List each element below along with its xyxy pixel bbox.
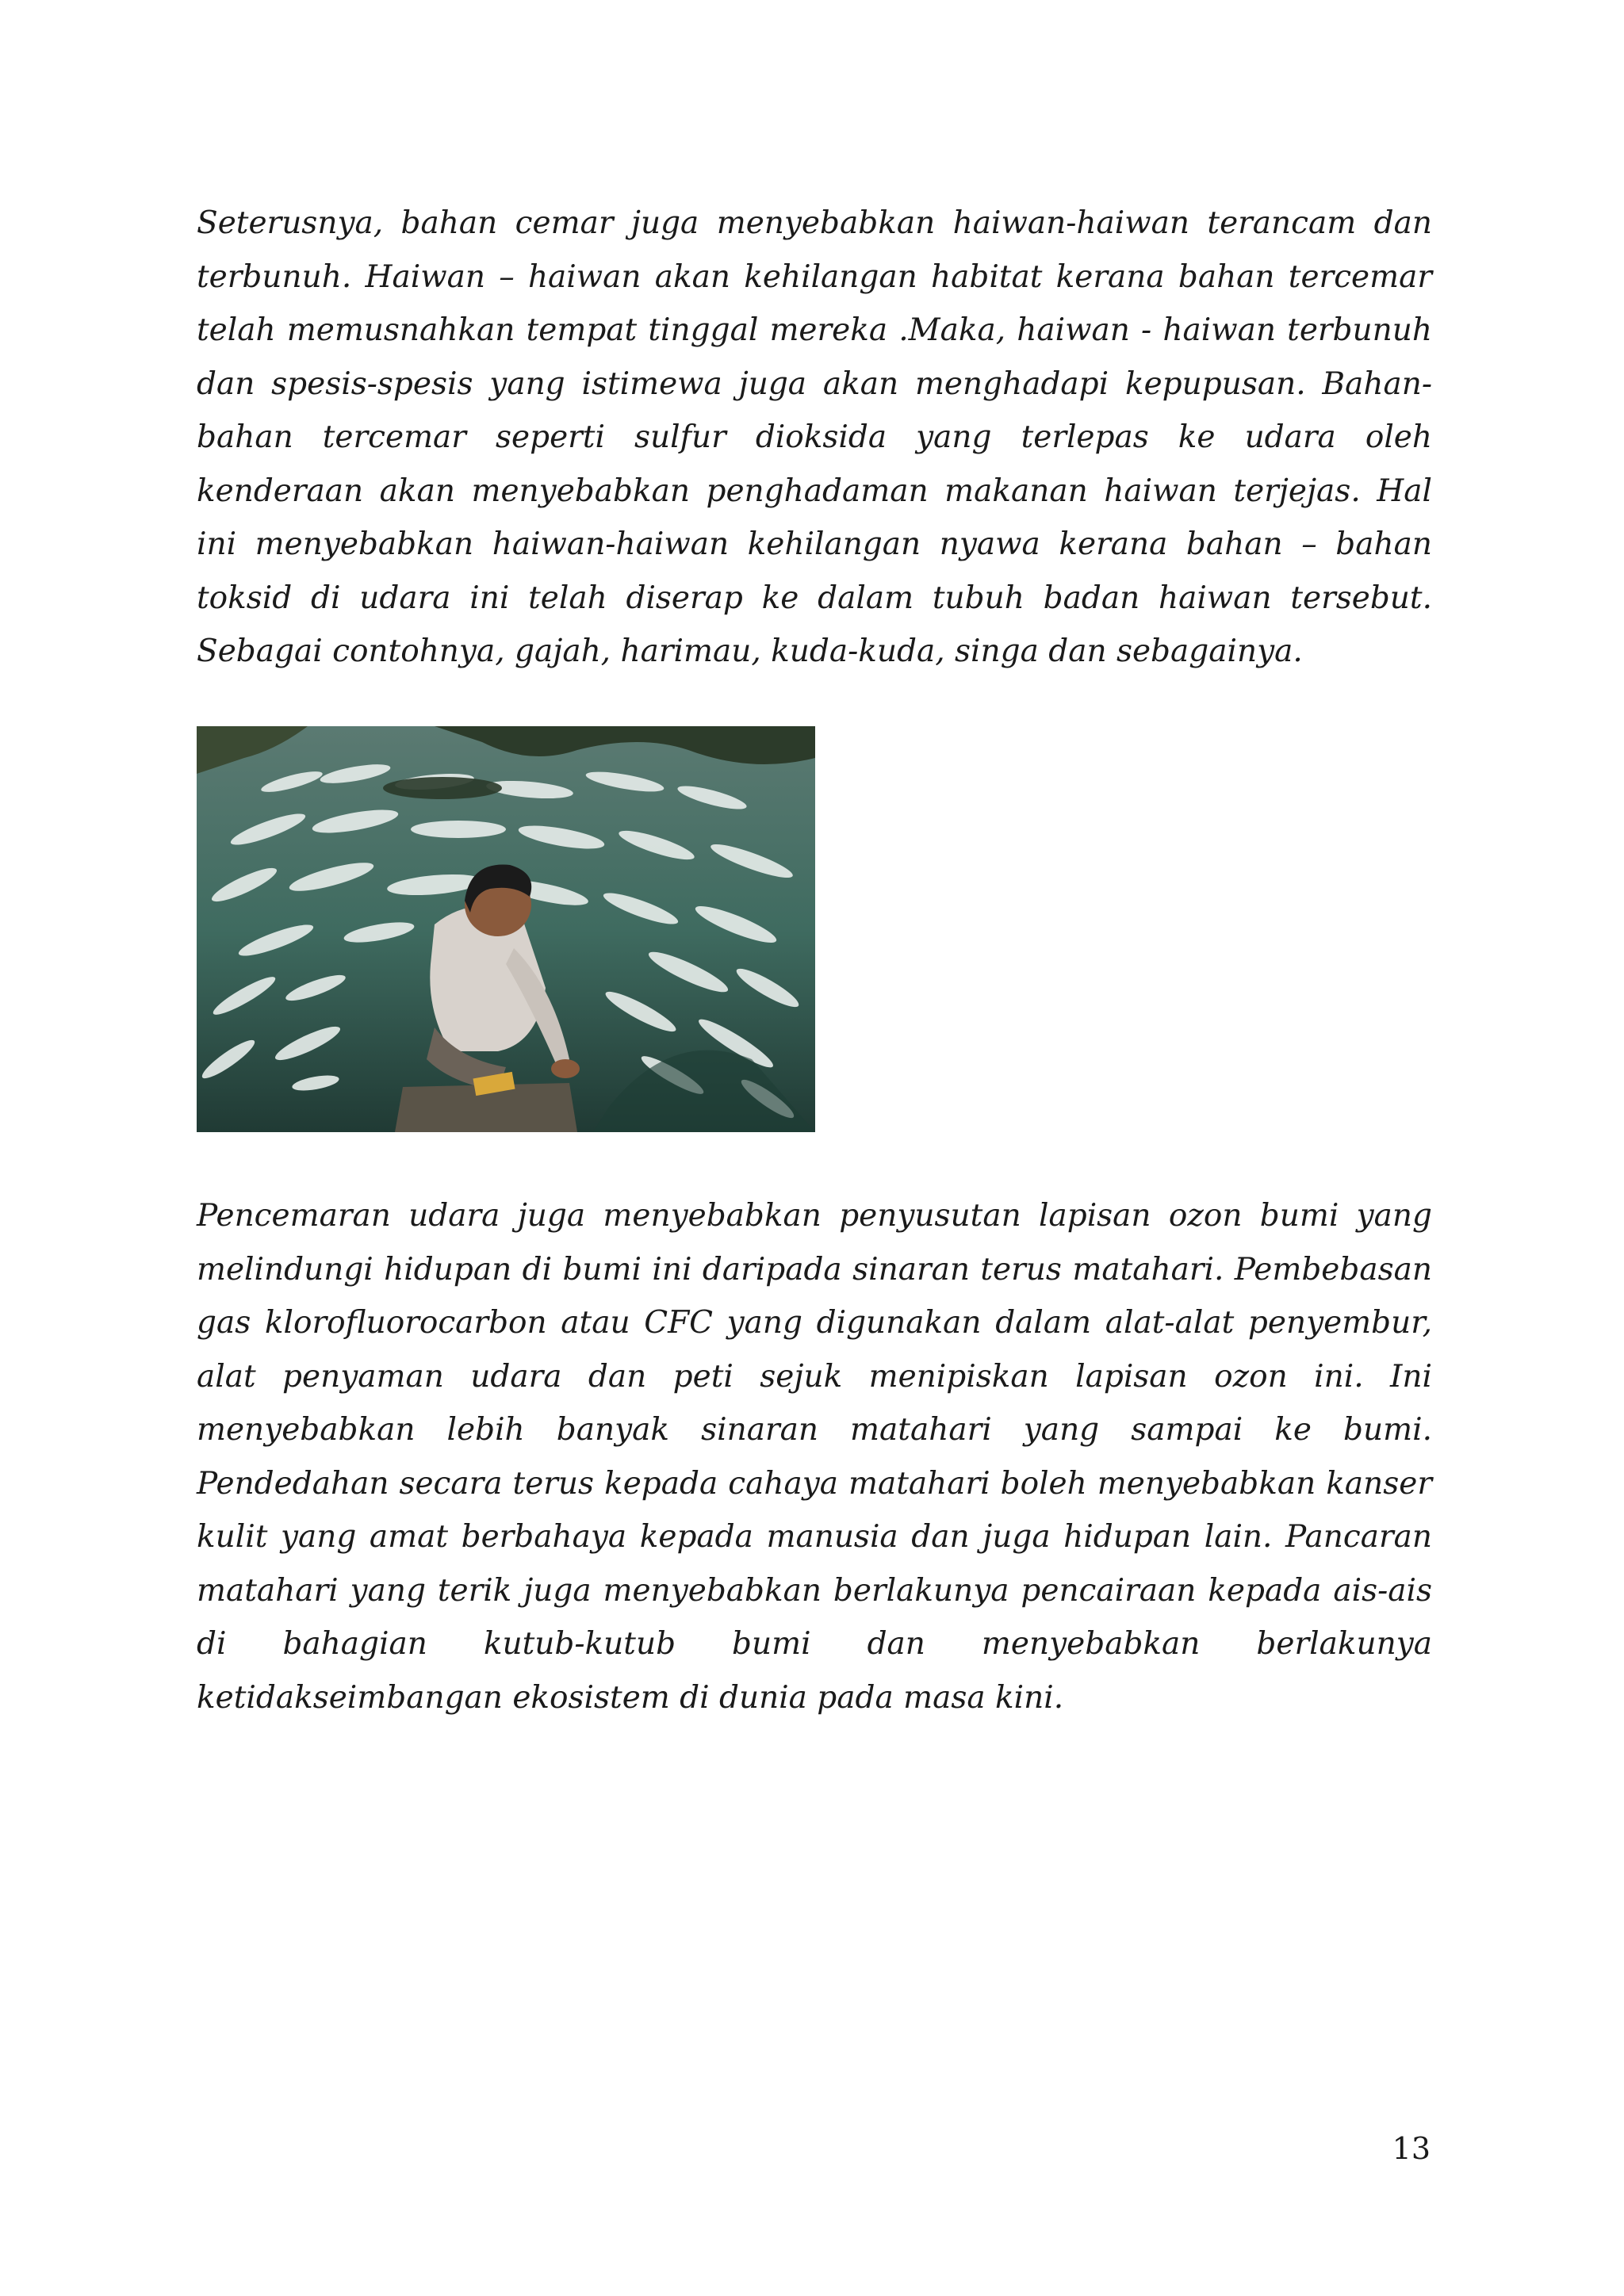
paragraph-ozon-depletion: Pencemaran udara juga menyebabkan penyusutan lapisan ozon bumi yang melindungi hidupan di bumi ini daripada sinaran terus matahari. Pembebasan gas klorofluorocarbon atau CFC yang digunakan dalam alat-alat penyembur, alat penyaman udara dan peti sejuk menipiskan lapisan ozon ini. Ini menyebabkan lebih banyak sinaran matahari yang sampai ke bumi. Pendedahan secara terus kepada cahaya matahari boleh menyebabkan kanser kulit yang amat berbahaya kepada manusia dan juga hidupan lain. Pancaran matahari yang terik juga menyebabkan berlakunya pencairaan kepada ais-ais di bahagian kutub-kutub bumi dan menyebabkan berlakunya ketidakseimbangan ekosistem di dunia pada masa kini. xyxy=(197,1198,1432,1716)
page-number: 13 xyxy=(1392,2131,1431,2166)
photo-dead-fish-river xyxy=(197,726,815,1132)
paragraph-animals-threatened: Seterusnya, bahan cemar juga menyebabkan haiwan-haiwan terancam dan terbunuh. Haiwan – haiwan akan kehilangan habitat kerana bahan tercemar telah memusnahkan tempat tinggal mereka .Maka, haiwan - haiwan terbunuh dan spesis-spesis yang istimewa juga akan menghadapi kepupusan. Bahan-bahan tercemar seperti sulfur dioksida yang terlepas ke udara oleh kenderaan akan menyebabkan penghadaman makanan haiwan terjejas. Hal ini menyebabkan haiwan-haiwan kehilangan nyawa kerana bahan – bahan toksid di udara ini telah diserap ke dalam tubuh badan haiwan tersebut. Sebagai contohnya, gajah, harimau, kuda-kuda, singa dan sebagainya. xyxy=(197,205,1432,669)
